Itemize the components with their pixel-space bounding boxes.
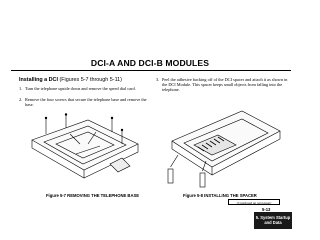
telephone-base-illustration	[26, 114, 144, 190]
section-heading	[19, 77, 159, 83]
spacer-illustration	[158, 103, 286, 189]
page-title: DCI-A AND DCI-B MODULES	[90, 58, 210, 68]
step-number: 2.	[19, 97, 23, 102]
section-tab	[254, 212, 292, 229]
step-number: 1.	[19, 86, 23, 91]
figure-caption: Figure 5-8 INSTALLING THE SPACER	[183, 193, 257, 198]
step-item	[19, 97, 149, 107]
section-heading-figure-ref: (Figures 5-7 through 5-11)	[59, 77, 122, 83]
step-item	[156, 77, 290, 93]
section-tab-line: 5. System Startup	[255, 215, 291, 220]
page-number: 5-13	[262, 207, 271, 212]
section-heading-title: Installing a DCI	[19, 77, 58, 83]
step-number: 3.	[156, 77, 160, 82]
step-item	[19, 86, 149, 91]
section-tab-line: and Data	[264, 220, 282, 225]
figure-caption: Figure 5-7 REMOVING THE TELEPHONE BASE	[46, 193, 140, 198]
step-text: Remove the four screws that secure the telephone base and remove the base.	[25, 97, 147, 108]
continued-note: (Continued on next page)	[228, 199, 280, 205]
step-text: Peel the adhesive backing off of the DCI spacer and attach it as shown in the DCI Module. This spacer keeps small objects from falling into the telephone.	[162, 77, 288, 93]
step-text: Turn the telephone upside down and remove the speed dial card.	[25, 86, 136, 91]
title-divider	[11, 70, 291, 71]
